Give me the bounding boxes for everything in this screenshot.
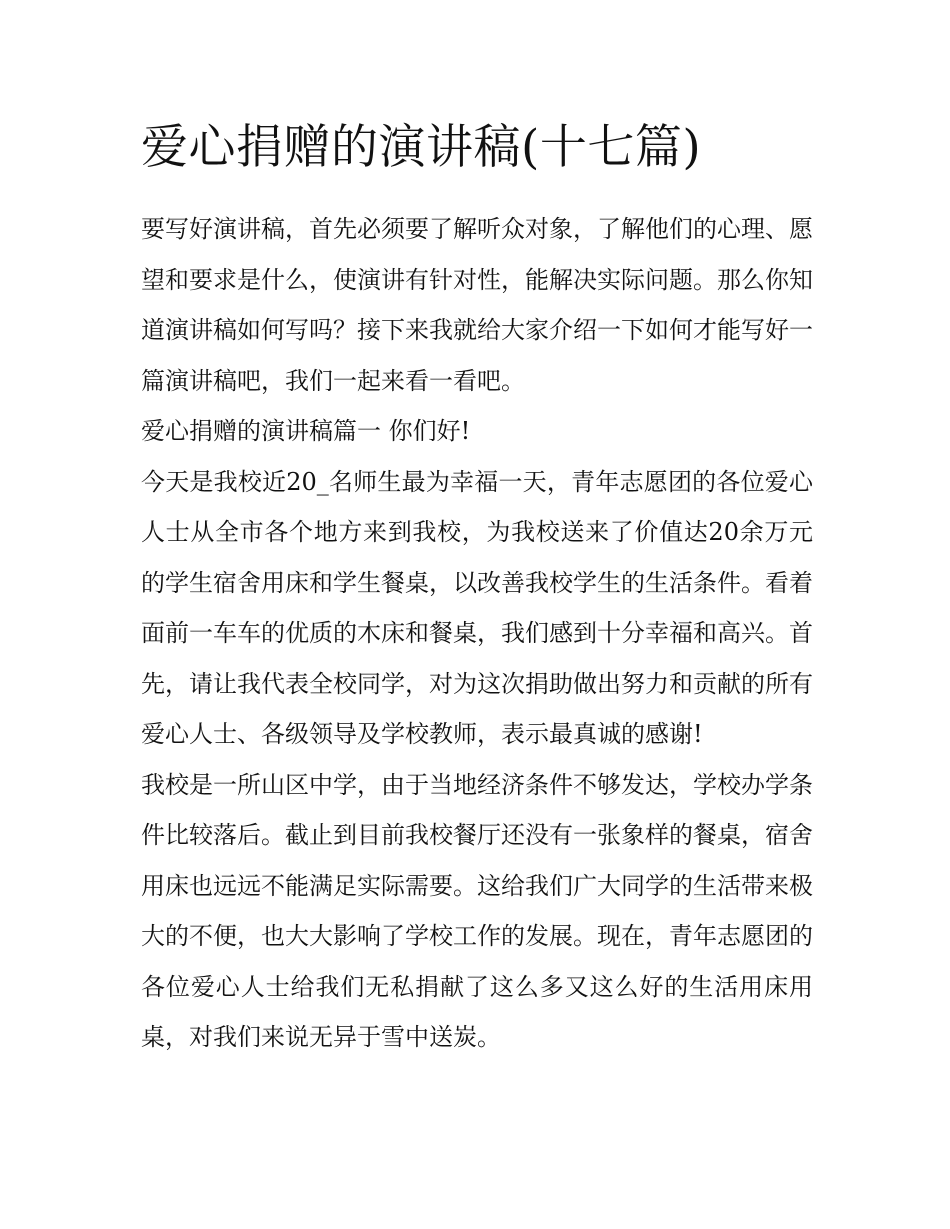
document-page xyxy=(141,118,813,1063)
body-paragraph: 今天是我校近20_名师生最为幸福一天，青年志愿团的各位爱心人士从全市各个地方来到我校，为我校送来了价值达20余万元的学生宿舍用床和学生餐桌，以改善我校学生的生活条件。看着面前一车车的优质的木床和餐桌，我们感到十分幸福和高兴。首先，请让我代表全校同学，对为这次捐助做出努力和贡献的所有爱心人士、各级领导及学校教师，表示最真诚的感谢! xyxy=(141,467,813,748)
body-paragraph: 我校是一所山区中学，由于当地经济条件不够发达，学校办学条件比较落后。截止到目前我校餐厅还没有一张象样的餐桌，宿舍用床也远远不能满足实际需要。这给我们广大同学的生活带来极大的不便，也大大影响了学校工作的发展。现在，青年志愿团的各位爱心人士给我们无私捐献了这么多又这么好的生活用床用桌，对我们来说无异于雪中送炭。 xyxy=(141,770,813,1051)
section-heading-paragraph: 爱心捐赠的演讲稿篇一 你们好! xyxy=(141,417,471,445)
intro-paragraph: 要写好演讲稿，首先必须要了解听众对象，了解他们的心理、愿望和要求是什么，使演讲有针对性，能解决实际问题。那么你知道演讲稿如何写吗？接下来我就给大家介绍一下如何才能写好一篇演讲稿吧，我们一起来看一看吧。 xyxy=(141,215,813,395)
document-title: 爱心捐赠的演讲稿(十七篇) xyxy=(141,120,702,175)
